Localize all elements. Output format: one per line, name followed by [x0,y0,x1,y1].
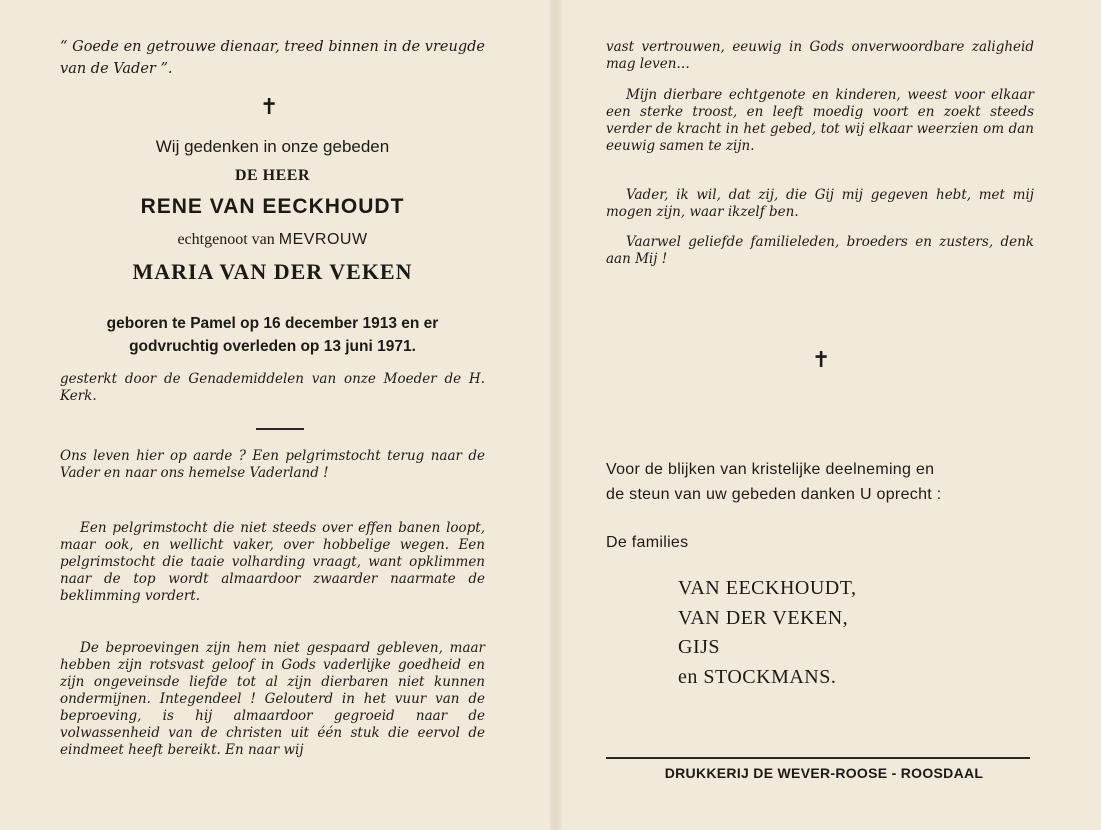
thanks-line-1: Voor de blijken van kristelijke deelneming en [606,461,935,478]
cross-icon: ✝ [812,348,831,373]
death-line: godvruchtig overleden op 13 juni 1971. [129,338,416,355]
divider [256,428,304,430]
paragraph-father: Vader, ik wil, dat zij, die Gij mij gegeven hebt, met mij mogen zijn, waar ikzelf ben. [606,187,1034,220]
cross-icon: ✝ [260,95,279,120]
title-line: DE HEER [234,167,311,184]
family-name: VAN DER VEKEN, [678,606,849,629]
family-name: en STOCKMANS. [678,665,837,688]
spouse-line [60,231,485,249]
families-list [678,574,1008,692]
sacraments-line: gesterkt door de Genademiddelen van onze Moeder de H. Kerk. [60,371,485,404]
paragraph-family: Mijn dierbare echtgenote en kinderen, weest voor elkaar een sterke troost, en leeft moedig voort en zoekt steeds verder de kracht in het gebed, tot wij elkaar weerzien om dan eeuwig samen te zijn. [606,87,1034,154]
families-label: De families [606,534,689,551]
birth-line: geboren te Pamel op 16 december 1913 en er [106,315,439,332]
family-name: GIJS [678,636,721,658]
spouse-name: MARIA VAN DER VEKEN [132,259,413,284]
thanks-block [606,457,1034,507]
spouse-title: MEVROUW [278,231,368,248]
family-name: VAN EECKHOUDT, [678,577,857,599]
paragraph-trials: De beproevingen zijn hem niet gespaard gebleven, maar hebben zijn rotsvast geloof in Gods vaderlijke goedheid en zijn ongeveinsde liefde tot al zijn dierbaren niet kunnen ondermijnen. Integendeel ! Gelouterd in het vuur van de beproeving, is hij almaardoor gegroeid naar de volwassenheid van de christen uit één stuk die eervol de eindmeet heeft bereikt. En naar wij [60,640,485,758]
paragraph-pilgrimage: Ons leven hier op aarde ? Een pelgrimstocht terug naar de Vader en naar ons hemelse Vaderland ! [60,448,485,481]
printer-imprint: DRUKKERIJ DE WEVER-ROOSE - ROOSDAAL [664,765,984,781]
paragraph-continuation: vast vertrouwen, eeuwig in Gods onverwoordbare zaligheid mag leven… [606,39,1034,72]
paragraph-farewell: Vaarwel geliefde familieleden, broeders en zusters, denk aan Mij ! [606,234,1034,267]
printer-divider [606,757,1030,759]
deceased-name: RENE VAN EECKHOUDT [140,195,405,218]
spouse-prefix: echtgenoot van [177,231,275,248]
card-fold [550,0,562,830]
birth-death-block [60,312,485,358]
bible-quote: “ Goede en getrouwe dienaar, treed binnen in de vreugde van de Vader ”. [60,39,485,77]
commemorate-line: Wij gedenken in onze gebeden [155,137,390,156]
thanks-line-2: de steun van uw gebeden danken U oprecht : [606,486,942,503]
paragraph-perseverance: Een pelgrimstocht die niet steeds over effen banen loopt, maar ook, en wellicht vaker, over hobbelige wegen. Een pelgrimstocht die taaie volharding vraagt, want opklimmen naar de top wordt almaardoor zwaarder naarmate de beklimming vordert. [60,520,485,604]
